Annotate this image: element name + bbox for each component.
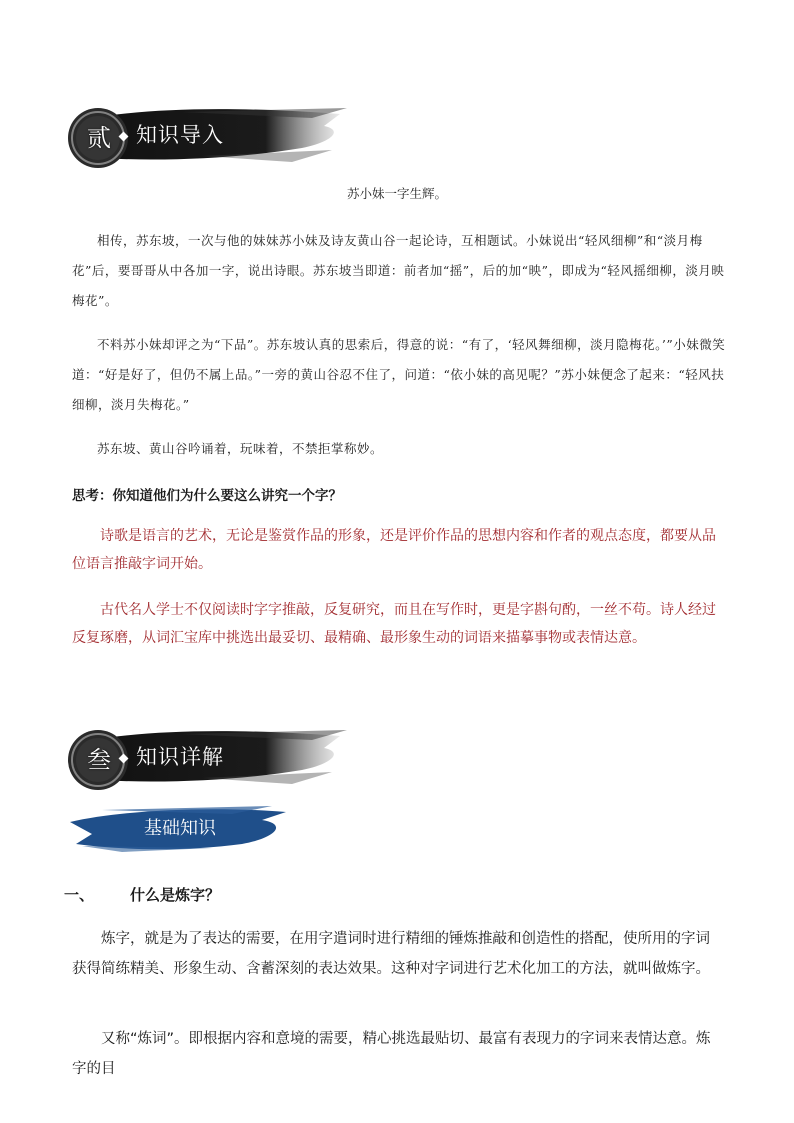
story-text: 相传，苏东坡，一次与他的妹妹苏小妹及诗友黄山谷一起论诗，互相题试。小妹说出“轻风细柳”和“淡月梅花”后，要哥哥从中各加一字，说出诗眼。苏东坡当即道：前者加“摇”，后的加“映”，即成为“轻风摇细柳，淡月映梅花”。	[72, 233, 725, 308]
story-title: 苏小妹一字生辉。	[346, 186, 447, 201]
subsection-label: 基础知识	[144, 818, 216, 839]
section-number: 叁	[87, 746, 111, 774]
section-number: 贰	[87, 124, 111, 152]
heading-text: 什么是炼字？	[130, 886, 221, 904]
think-question: 思考：你知道他们为什么要这么讲究一个字？	[72, 488, 342, 504]
section-title: 知识导入	[136, 123, 224, 147]
body-paragraph-1: 炼字，就是为了表达的需要，在用字遣词时进行精细的锤炼推敲和创造性的搭配，使所用的字词获得简练精美、形象生动、含蓄深刻的表达效果。这种对字词进行艺术化加工的方法，就叫做炼字。	[72, 931, 710, 977]
story-paragraph-3	[72, 434, 734, 464]
section-title: 知识详解	[136, 745, 224, 769]
answer-paragraph-1: 诗歌是语言的艺术，无论是鉴赏作品的形象，还是评价作品的思想内容和作者的观点态度，都要从品位语言推敲字词开始。	[72, 528, 716, 572]
story-text: 苏东坡、黄山谷吟诵着，玩味着，不禁拒掌称妙。	[97, 441, 384, 456]
story-paragraph-2	[72, 330, 734, 420]
answer-paragraph-2: 古代名人学士不仅阅读时字字推敲，反复研究，而且在写作时，更是字斟句酌，一丝不苟。诗人经过反复琢磨，从词汇宝库中挑选出最妥切、最精确、最形象生动的词语来描摹事物或表情达意。	[72, 602, 716, 646]
body-paragraph-2: 又称“炼词”。即根据内容和意境的需要，精心挑选最贴切、最富有表现力的字词来表情达意。炼字的目	[72, 1031, 711, 1077]
section-banner-3	[62, 726, 352, 792]
section-banner-2	[62, 104, 352, 170]
story-paragraph-1	[72, 226, 734, 316]
story-text: 不料苏小妹却评之为“下品”。苏东坡认真的思索后，得意的说：“有了，‘轻风舞细柳，淡月隐梅花。’”小妹微笑道：“好是好了，但仍不属上品。”一旁的黄山谷忍不住了，问道：“依小妹的高见呢？”苏小妹便念了起来：“轻风扶细柳，淡月失梅花。”	[72, 337, 726, 412]
heading-number: 一、	[64, 886, 95, 904]
subsection-banner	[62, 804, 292, 852]
heading-what-is-lianzi	[64, 884, 220, 905]
